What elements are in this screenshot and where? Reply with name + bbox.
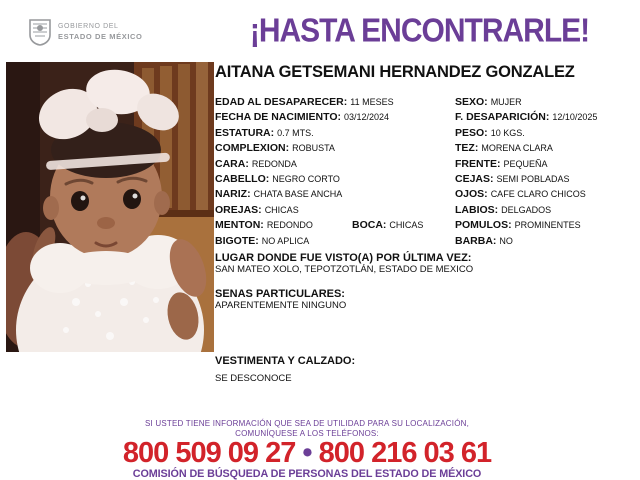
field-row (215, 184, 637, 199)
field-row (215, 169, 637, 184)
field-desaparicion: F. DESAPARICIÓN: 12/10/2025 (455, 111, 598, 124)
section-distinguishing-marks (215, 288, 637, 311)
person-photo (6, 62, 214, 352)
phone-number-1: 800 509 09 27 (122, 437, 296, 469)
field-ojos: OJOS: CAFE CLARO CHICOS (455, 188, 586, 201)
field-row (215, 231, 637, 246)
person-name: AITANA GETSEMANI HERNANDEZ GONZALEZ (215, 63, 575, 81)
field-sexo: SEXO: MUJER (455, 96, 522, 108)
section-last-seen (215, 252, 637, 275)
field-boca: BOCA: CHICAS (352, 219, 424, 232)
field-bigote: BIGOTE: NO APLICA (215, 234, 310, 247)
phone-separator-dot: • (302, 437, 312, 469)
contact-info-line-2: COMUNÍQUESE A LOS TELÉFONOS: (235, 428, 379, 438)
field-tez: TEZ: MORENA CLARA (455, 142, 553, 155)
phone-number-2: 800 216 03 61 (318, 437, 492, 469)
field-row (215, 154, 637, 169)
field-cabello: CABELLO: NEGRO CORTO (215, 172, 340, 185)
field-row (215, 138, 637, 153)
logo-line-2: ESTADO DE MÉXICO (58, 32, 143, 42)
field-labios: LABIOS: DELGADOS (455, 203, 552, 216)
search-commission-name: COMISIÓN DE BÚSQUEDA DE PERSONAS DEL ESTADO DE MÉXICO (132, 468, 482, 480)
fields-grid (215, 92, 637, 246)
field-pomulos: POMULOS: PROMINENTES (455, 219, 581, 232)
field-orejas: OREJAS: CHICAS (215, 203, 299, 216)
person-details (215, 63, 637, 384)
field-row (215, 123, 637, 138)
field-peso: PESO: 10 KGS. (455, 126, 525, 139)
edomex-shield-icon (28, 19, 52, 46)
edomex-logo-text (58, 23, 142, 41)
field-complexion: COMPLEXION: ROBUSTA (215, 142, 335, 155)
section-last-seen-body: SAN MATEO XOLO, TEPOTZOTLÁN, ESTADO DE MEXICO (215, 263, 474, 275)
field-row (215, 92, 637, 107)
field-edad: EDAD AL DESAPARECER: 11 MESES (215, 96, 394, 108)
section-clothing-title: VESTIMENTA Y CALZADO: (215, 354, 356, 367)
section-clothing-body: SE DESCONOCE (215, 372, 292, 384)
field-barba: BARBA: NO (455, 234, 513, 247)
contact-info-line-1: SI USTED TIENE INFORMACIÓN QUE SEA DE UTILIDAD PARA SU LOCALIZACIÓN, (144, 419, 470, 428)
baby-photo-illustration (6, 62, 214, 352)
poster-title: ¡HASTA ENCONTRARLE! (249, 13, 590, 50)
field-frente: FRENTE: PEQUEÑA (455, 157, 548, 170)
field-nacimiento: FECHA DE NACIMIENTO: 03/12/2024 (215, 111, 390, 124)
phone-numbers (0, 439, 614, 467)
field-row (215, 215, 637, 230)
field-row (215, 107, 637, 122)
field-menton: MENTON: REDONDO (215, 219, 313, 232)
logo-line-1: GOBIERNO DEL (58, 23, 119, 31)
section-clothing (215, 355, 637, 384)
field-nariz: NARIZ: CHATA BASE ANCHA (215, 188, 343, 201)
field-cejas: CEJAS: SEMI POBLADAS (455, 172, 570, 185)
section-distinguishing-marks-title: SENAS PARTICULARES: (215, 287, 345, 300)
contact-footer (0, 419, 614, 480)
field-row (215, 200, 637, 215)
section-last-seen-title: LUGAR DONDE FUE VISTO(A) POR ÚLTIMA VEZ: (215, 251, 472, 264)
field-estatura: ESTATURA: 0.7 MTS. (215, 126, 314, 139)
section-distinguishing-marks-body: APARENTEMENTE NINGUNO (215, 299, 347, 311)
edomex-logo (28, 19, 142, 46)
field-cara: CARA: REDONDA (215, 157, 297, 170)
